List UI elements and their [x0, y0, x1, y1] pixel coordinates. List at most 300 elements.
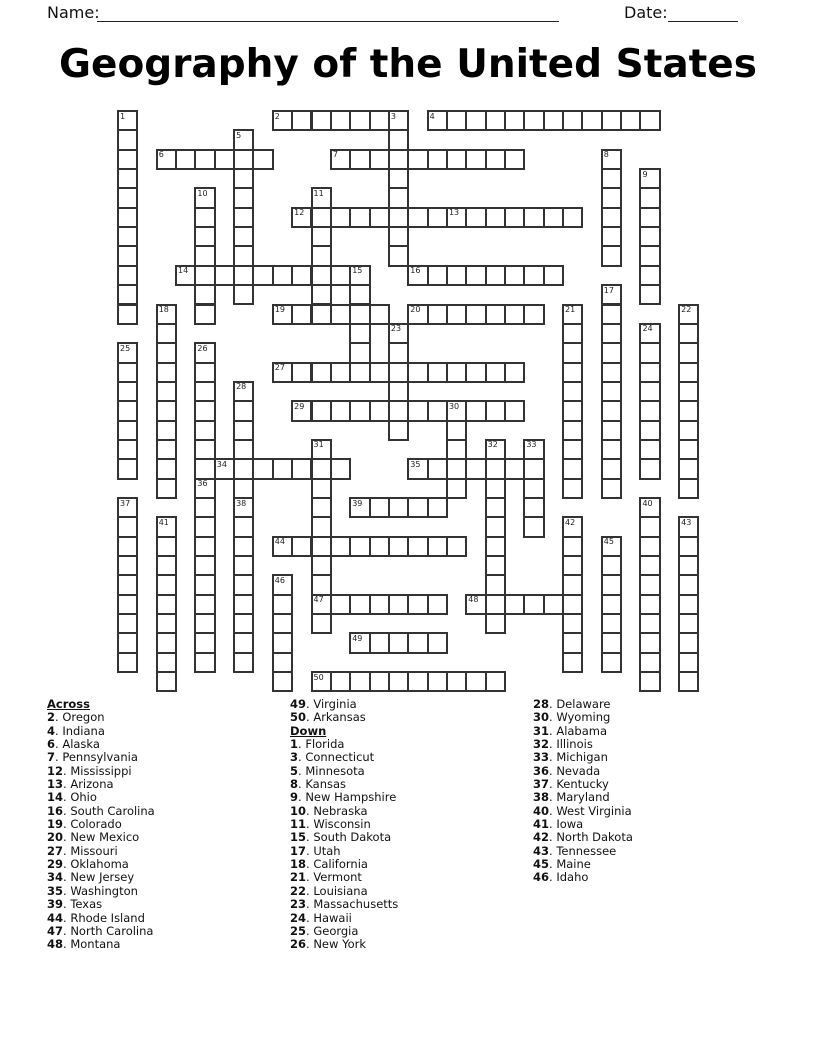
grid-cell[interactable] [349, 207, 370, 228]
grid-cell[interactable] [194, 420, 215, 441]
grid-cell[interactable] [407, 149, 428, 170]
grid-cell[interactable] [117, 245, 138, 266]
grid-cell[interactable] [543, 594, 564, 615]
grid-cell[interactable] [562, 362, 583, 383]
grid-cell[interactable] [117, 574, 138, 595]
grid-cell[interactable] [427, 149, 448, 170]
grid-cell[interactable] [311, 536, 332, 557]
grid-cell[interactable] [194, 497, 215, 518]
grid-cell[interactable] [291, 265, 312, 286]
grid-cell[interactable] [156, 574, 177, 595]
grid-cell[interactable] [562, 478, 583, 499]
grid-cell[interactable] [465, 265, 486, 286]
grid-cell[interactable] [639, 187, 660, 208]
grid-cell[interactable] [446, 265, 467, 286]
grid-cell[interactable] [639, 342, 660, 363]
grid-cell[interactable] [562, 400, 583, 421]
grid-cell[interactable] [156, 536, 177, 557]
grid-cell[interactable] [117, 555, 138, 576]
grid-cell[interactable] [117, 516, 138, 537]
grid-cell[interactable] [678, 594, 699, 615]
grid-cell[interactable] [194, 613, 215, 634]
grid-cell[interactable] [446, 671, 467, 692]
grid-cell[interactable] [369, 207, 390, 228]
grid-cell[interactable] [156, 323, 177, 344]
grid-cell[interactable] [465, 671, 486, 692]
grid-cell[interactable] [601, 574, 622, 595]
grid-cell[interactable] [485, 536, 506, 557]
grid-cell[interactable] [117, 594, 138, 615]
grid-cell[interactable] [156, 439, 177, 460]
date-field-line[interactable] [668, 3, 738, 22]
grid-cell[interactable] [523, 594, 544, 615]
grid-cell[interactable] [233, 400, 254, 421]
grid-cell[interactable] [233, 245, 254, 266]
grid-cell[interactable] [543, 207, 564, 228]
grid-cell[interactable] [407, 594, 428, 615]
grid-cell[interactable] [388, 342, 409, 363]
grid-cell[interactable] [407, 671, 428, 692]
grid-cell[interactable] [233, 226, 254, 247]
grid-cell[interactable] [233, 555, 254, 576]
grid-cell[interactable] [311, 207, 332, 228]
grid-cell[interactable] [465, 458, 486, 479]
grid-cell[interactable] [194, 439, 215, 460]
grid-cell[interactable] [639, 594, 660, 615]
grid-cell[interactable] [194, 574, 215, 595]
grid-cell[interactable] [601, 304, 622, 325]
grid-cell[interactable] [194, 362, 215, 383]
grid-cell[interactable] [330, 362, 351, 383]
grid-cell[interactable] [330, 304, 351, 325]
grid-cell[interactable] [427, 671, 448, 692]
grid-cell[interactable] [156, 671, 177, 692]
grid-cell[interactable] [156, 652, 177, 673]
grid-cell[interactable] [446, 149, 467, 170]
grid-cell[interactable] [562, 207, 583, 228]
grid-cell[interactable] [485, 362, 506, 383]
grid-cell[interactable] [485, 400, 506, 421]
name-field-line[interactable] [97, 3, 559, 22]
grid-cell[interactable] [446, 304, 467, 325]
grid-cell[interactable] [349, 149, 370, 170]
grid-cell[interactable] [117, 284, 138, 305]
grid-cell[interactable] [369, 594, 390, 615]
grid-cell[interactable] [620, 110, 641, 131]
grid-cell[interactable] [194, 304, 215, 325]
grid-cell[interactable] [117, 129, 138, 150]
grid-cell[interactable] [194, 536, 215, 557]
grid-cell[interactable] [581, 110, 602, 131]
grid-cell[interactable] [233, 652, 254, 673]
grid-cell[interactable] [349, 304, 370, 325]
grid-cell[interactable] [678, 362, 699, 383]
grid-cell[interactable] [407, 632, 428, 653]
grid-cell[interactable] [446, 478, 467, 499]
grid-cell[interactable] [349, 362, 370, 383]
grid-cell[interactable] [485, 516, 506, 537]
grid-cell[interactable] [678, 400, 699, 421]
grid-cell[interactable] [349, 400, 370, 421]
grid-cell[interactable] [388, 245, 409, 266]
grid-cell[interactable] [117, 439, 138, 460]
grid-cell[interactable] [485, 304, 506, 325]
grid-cell[interactable] [601, 226, 622, 247]
grid-cell[interactable] [388, 187, 409, 208]
grid-cell[interactable] [252, 458, 273, 479]
grid-cell[interactable] [194, 245, 215, 266]
grid-cell[interactable] [272, 594, 293, 615]
grid-cell[interactable] [446, 439, 467, 460]
grid-cell[interactable] [407, 400, 428, 421]
grid-cell[interactable] [639, 207, 660, 228]
grid-cell[interactable] [311, 110, 332, 131]
grid-cell[interactable] [156, 613, 177, 634]
grid-cell[interactable] [446, 458, 467, 479]
grid-cell[interactable] [369, 536, 390, 557]
grid-cell[interactable] [156, 478, 177, 499]
grid-cell[interactable] [465, 304, 486, 325]
grid-cell[interactable] [485, 110, 506, 131]
grid-cell[interactable] [407, 497, 428, 518]
grid-cell[interactable] [117, 420, 138, 441]
grid-cell[interactable] [427, 536, 448, 557]
grid-cell[interactable] [639, 458, 660, 479]
grid-cell[interactable] [562, 632, 583, 653]
grid-cell[interactable] [562, 110, 583, 131]
grid-cell[interactable] [156, 400, 177, 421]
grid-cell[interactable] [446, 362, 467, 383]
grid-cell[interactable] [562, 613, 583, 634]
grid-cell[interactable] [639, 381, 660, 402]
grid-cell[interactable] [639, 516, 660, 537]
grid-cell[interactable] [485, 671, 506, 692]
grid-cell[interactable] [388, 168, 409, 189]
grid-cell[interactable] [543, 110, 564, 131]
grid-cell[interactable] [678, 478, 699, 499]
grid-cell[interactable] [485, 478, 506, 499]
grid-cell[interactable] [117, 536, 138, 557]
grid-cell[interactable] [446, 110, 467, 131]
grid-cell[interactable] [117, 381, 138, 402]
grid-cell[interactable] [330, 207, 351, 228]
grid-cell[interactable] [523, 478, 544, 499]
grid-cell[interactable] [465, 207, 486, 228]
grid-cell[interactable] [330, 671, 351, 692]
grid-cell[interactable] [156, 420, 177, 441]
grid-cell[interactable] [601, 478, 622, 499]
grid-cell[interactable] [562, 555, 583, 576]
grid-cell[interactable] [156, 342, 177, 363]
grid-cell[interactable] [523, 458, 544, 479]
grid-cell[interactable] [562, 381, 583, 402]
grid-cell[interactable] [407, 207, 428, 228]
grid-cell[interactable] [291, 362, 312, 383]
grid-cell[interactable] [233, 284, 254, 305]
grid-cell[interactable] [117, 362, 138, 383]
grid-cell[interactable] [330, 110, 351, 131]
grid-cell[interactable] [194, 594, 215, 615]
grid-cell[interactable] [639, 536, 660, 557]
grid-cell[interactable] [194, 516, 215, 537]
grid-cell[interactable] [388, 400, 409, 421]
grid-cell[interactable] [485, 613, 506, 634]
grid-cell[interactable] [233, 478, 254, 499]
grid-cell[interactable] [194, 149, 215, 170]
grid-cell[interactable] [291, 536, 312, 557]
grid-cell[interactable] [233, 207, 254, 228]
grid-cell[interactable] [639, 420, 660, 441]
grid-cell[interactable] [369, 632, 390, 653]
grid-cell[interactable] [523, 207, 544, 228]
grid-cell[interactable] [601, 342, 622, 363]
grid-cell[interactable] [504, 110, 525, 131]
grid-cell[interactable] [601, 613, 622, 634]
grid-cell[interactable] [504, 400, 525, 421]
grid-cell[interactable] [465, 400, 486, 421]
grid-cell[interactable] [504, 594, 525, 615]
grid-cell[interactable] [523, 497, 544, 518]
grid-cell[interactable] [330, 265, 351, 286]
grid-cell[interactable] [485, 574, 506, 595]
grid-cell[interactable] [639, 362, 660, 383]
grid-cell[interactable] [562, 652, 583, 673]
grid-cell[interactable] [311, 304, 332, 325]
grid-cell[interactable] [311, 245, 332, 266]
grid-cell[interactable] [194, 265, 215, 286]
grid-cell[interactable] [465, 362, 486, 383]
grid-cell[interactable] [330, 458, 351, 479]
grid-cell[interactable] [233, 594, 254, 615]
grid-cell[interactable] [194, 458, 215, 479]
grid-cell[interactable] [272, 671, 293, 692]
grid-cell[interactable] [311, 478, 332, 499]
grid-cell[interactable] [233, 168, 254, 189]
grid-cell[interactable] [678, 574, 699, 595]
grid-cell[interactable] [233, 613, 254, 634]
grid-cell[interactable] [252, 265, 273, 286]
grid-cell[interactable] [678, 671, 699, 692]
grid-cell[interactable] [639, 555, 660, 576]
grid-cell[interactable] [311, 400, 332, 421]
grid-cell[interactable] [562, 439, 583, 460]
grid-cell[interactable] [311, 226, 332, 247]
grid-cell[interactable] [427, 362, 448, 383]
grid-cell[interactable] [465, 149, 486, 170]
grid-cell[interactable] [678, 536, 699, 557]
grid-cell[interactable] [601, 594, 622, 615]
grid-cell[interactable] [562, 342, 583, 363]
grid-cell[interactable] [117, 613, 138, 634]
grid-cell[interactable] [543, 265, 564, 286]
grid-cell[interactable] [601, 381, 622, 402]
grid-cell[interactable] [446, 420, 467, 441]
grid-cell[interactable] [349, 536, 370, 557]
grid-cell[interactable] [601, 168, 622, 189]
grid-cell[interactable] [562, 536, 583, 557]
grid-cell[interactable] [601, 555, 622, 576]
grid-cell[interactable] [272, 652, 293, 673]
grid-cell[interactable] [388, 420, 409, 441]
grid-cell[interactable] [117, 652, 138, 673]
grid-cell[interactable] [388, 129, 409, 150]
grid-cell[interactable] [639, 110, 660, 131]
grid-cell[interactable] [156, 362, 177, 383]
grid-cell[interactable] [678, 632, 699, 653]
grid-cell[interactable] [291, 304, 312, 325]
grid-cell[interactable] [311, 265, 332, 286]
grid-cell[interactable] [117, 149, 138, 170]
grid-cell[interactable] [678, 613, 699, 634]
grid-cell[interactable] [388, 226, 409, 247]
grid-cell[interactable] [427, 400, 448, 421]
grid-cell[interactable] [194, 652, 215, 673]
grid-cell[interactable] [311, 284, 332, 305]
grid-cell[interactable] [233, 536, 254, 557]
grid-cell[interactable] [504, 458, 525, 479]
grid-cell[interactable] [639, 652, 660, 673]
grid-cell[interactable] [233, 420, 254, 441]
grid-cell[interactable] [214, 265, 235, 286]
grid-cell[interactable] [233, 149, 254, 170]
grid-cell[interactable] [407, 536, 428, 557]
grid-cell[interactable] [504, 207, 525, 228]
grid-cell[interactable] [485, 497, 506, 518]
grid-cell[interactable] [175, 149, 196, 170]
grid-cell[interactable] [388, 671, 409, 692]
grid-cell[interactable] [194, 555, 215, 576]
grid-cell[interactable] [117, 304, 138, 325]
grid-cell[interactable] [272, 265, 293, 286]
grid-cell[interactable] [311, 574, 332, 595]
grid-cell[interactable] [194, 226, 215, 247]
grid-cell[interactable] [117, 187, 138, 208]
grid-cell[interactable] [194, 381, 215, 402]
grid-cell[interactable] [639, 226, 660, 247]
grid-cell[interactable] [639, 671, 660, 692]
grid-cell[interactable] [678, 458, 699, 479]
grid-cell[interactable] [369, 400, 390, 421]
grid-cell[interactable] [678, 439, 699, 460]
grid-cell[interactable] [311, 497, 332, 518]
grid-cell[interactable] [601, 245, 622, 266]
grid-cell[interactable] [117, 632, 138, 653]
grid-cell[interactable] [427, 458, 448, 479]
grid-cell[interactable] [523, 265, 544, 286]
grid-cell[interactable] [678, 342, 699, 363]
grid-cell[interactable] [272, 632, 293, 653]
grid-cell[interactable] [117, 207, 138, 228]
grid-cell[interactable] [601, 439, 622, 460]
grid-cell[interactable] [156, 381, 177, 402]
grid-cell[interactable] [639, 265, 660, 286]
grid-cell[interactable] [330, 400, 351, 421]
grid-cell[interactable] [485, 207, 506, 228]
grid-cell[interactable] [214, 149, 235, 170]
grid-cell[interactable] [601, 458, 622, 479]
grid-cell[interactable] [117, 400, 138, 421]
grid-cell[interactable] [349, 594, 370, 615]
grid-cell[interactable] [562, 574, 583, 595]
grid-cell[interactable] [601, 362, 622, 383]
grid-cell[interactable] [388, 149, 409, 170]
grid-cell[interactable] [523, 110, 544, 131]
grid-cell[interactable] [678, 420, 699, 441]
grid-cell[interactable] [562, 458, 583, 479]
grid-cell[interactable] [504, 149, 525, 170]
grid-cell[interactable] [349, 110, 370, 131]
grid-cell[interactable] [369, 497, 390, 518]
grid-cell[interactable] [311, 458, 332, 479]
grid-cell[interactable] [678, 381, 699, 402]
grid-cell[interactable] [639, 284, 660, 305]
grid-cell[interactable] [233, 439, 254, 460]
grid-cell[interactable] [601, 632, 622, 653]
grid-cell[interactable] [504, 304, 525, 325]
grid-cell[interactable] [349, 284, 370, 305]
grid-cell[interactable] [678, 652, 699, 673]
grid-cell[interactable] [233, 187, 254, 208]
grid-cell[interactable] [349, 323, 370, 344]
grid-cell[interactable] [639, 245, 660, 266]
grid-cell[interactable] [485, 149, 506, 170]
grid-cell[interactable] [523, 516, 544, 537]
grid-cell[interactable] [349, 342, 370, 363]
grid-cell[interactable] [349, 671, 370, 692]
grid-cell[interactable] [311, 516, 332, 537]
grid-cell[interactable] [388, 536, 409, 557]
grid-cell[interactable] [194, 400, 215, 421]
grid-cell[interactable] [601, 420, 622, 441]
grid-cell[interactable] [117, 265, 138, 286]
grid-cell[interactable] [272, 613, 293, 634]
grid-cell[interactable] [311, 613, 332, 634]
grid-cell[interactable] [233, 516, 254, 537]
grid-cell[interactable] [504, 265, 525, 286]
grid-cell[interactable] [427, 632, 448, 653]
grid-cell[interactable] [601, 400, 622, 421]
grid-cell[interactable] [639, 632, 660, 653]
grid-cell[interactable] [369, 362, 390, 383]
grid-cell[interactable] [369, 671, 390, 692]
grid-cell[interactable] [311, 555, 332, 576]
grid-cell[interactable] [388, 632, 409, 653]
grid-cell[interactable] [639, 400, 660, 421]
grid-cell[interactable] [311, 362, 332, 383]
grid-cell[interactable] [369, 110, 390, 131]
grid-cell[interactable] [678, 323, 699, 344]
grid-cell[interactable] [369, 149, 390, 170]
grid-cell[interactable] [427, 207, 448, 228]
grid-cell[interactable] [504, 362, 525, 383]
grid-cell[interactable] [562, 323, 583, 344]
grid-cell[interactable] [639, 439, 660, 460]
grid-cell[interactable] [156, 594, 177, 615]
grid-cell[interactable] [233, 265, 254, 286]
grid-cell[interactable] [156, 458, 177, 479]
grid-cell[interactable] [388, 207, 409, 228]
grid-cell[interactable] [485, 555, 506, 576]
grid-cell[interactable] [639, 613, 660, 634]
grid-cell[interactable] [427, 497, 448, 518]
grid-cell[interactable] [485, 594, 506, 615]
grid-cell[interactable] [639, 574, 660, 595]
grid-cell[interactable] [388, 362, 409, 383]
grid-cell[interactable] [601, 652, 622, 673]
grid-cell[interactable] [117, 226, 138, 247]
grid-cell[interactable] [117, 458, 138, 479]
grid-cell[interactable] [156, 555, 177, 576]
